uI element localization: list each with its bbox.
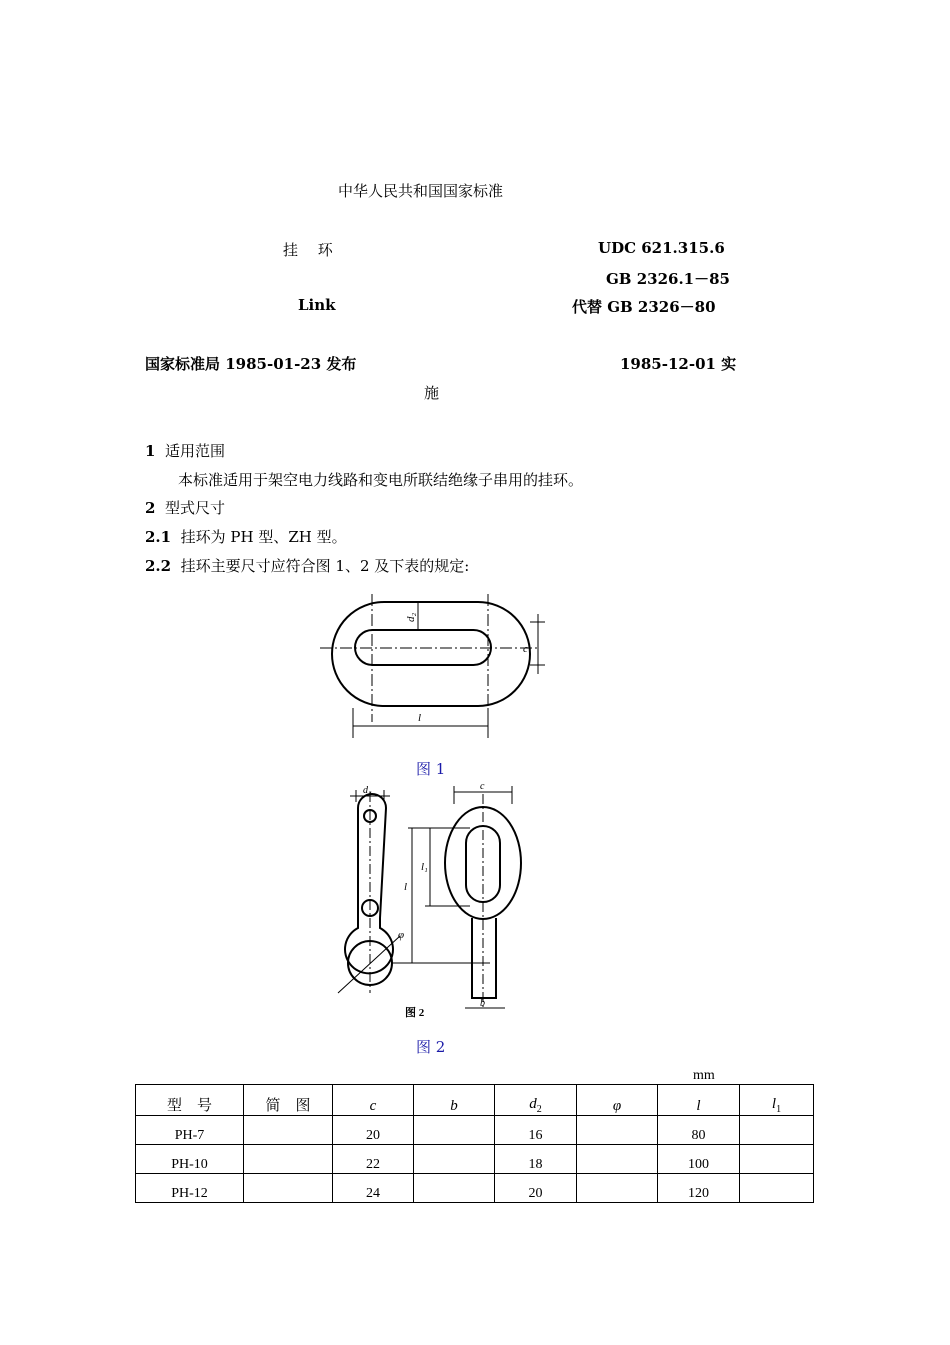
dimension-label-d2: d₂ [363,785,372,796]
cell-l: 100 [658,1145,740,1174]
header-d2: $d_2$ [495,1085,577,1116]
table-row [136,1116,814,1145]
cell-l: 120 [658,1174,740,1203]
section-text: 挂环主要尺寸应符合图 1、2 及下表的规定: [180,557,470,575]
table-unit: mm [693,1068,715,1083]
header-c: c [333,1085,414,1116]
dimension-label-phi: φ [398,929,405,941]
document-title-cn: 挂 环 [283,241,333,259]
cell-c: 22 [333,1145,414,1174]
header-model: 型 号 [136,1085,244,1116]
cell-l1 [740,1145,814,1174]
cell-phi [577,1174,658,1203]
dimension-label-b: b [480,998,485,1009]
section-1-text: 本标准适用于架空电力线路和变电所联结绝缘子串用的挂环。 [178,471,584,489]
cell-c: 24 [333,1174,414,1203]
section-title: 型式尺寸 [164,499,225,517]
section-2-1 [145,526,347,547]
link-outer-outline [332,602,530,706]
cell-d2: 16 [495,1116,577,1145]
cell-b [414,1116,495,1145]
table-row [136,1174,814,1203]
dimension-label-c: c [480,781,485,792]
header-sketch: 简 图 [244,1085,333,1116]
link-front-shank [472,918,496,998]
cell-c: 20 [333,1116,414,1145]
udc-number: UDC 621.315.6 [598,239,725,257]
header-l: l [658,1085,740,1116]
cell-model: PH-7 [136,1116,244,1145]
cell-phi [577,1116,658,1145]
section-1-heading [145,440,225,461]
cell-sketch [244,1145,333,1174]
figure-1-caption: 图 1 [416,760,446,778]
table-header-row [136,1085,814,1116]
figure-2-drawing [330,778,530,1028]
section-2-2 [145,555,469,576]
dimension-label-d2: d₂ [405,612,417,622]
cell-sketch [244,1116,333,1145]
cell-d2: 20 [495,1174,577,1203]
cell-d2: 18 [495,1145,577,1174]
dimension-label-c: c [523,643,528,655]
replaces-note: 代替 GB 2326－80 [572,298,716,316]
header-b: b [414,1085,495,1116]
header-phi: φ [577,1085,658,1116]
document-title-en: Link [298,296,336,314]
cell-b [414,1174,495,1203]
cell-b [414,1145,495,1174]
figure-2-inner-caption: 图 2 [405,1007,425,1019]
dimension-table [135,1084,814,1203]
cell-l: 80 [658,1116,740,1145]
document-org-title: 中华人民共和国国家标准 [338,182,504,200]
header-l1: $l_1$ [740,1085,814,1116]
section-2-heading [145,497,225,518]
section-number: 2.2 [145,557,172,575]
section-text: 挂环为 PH 型、ZH 型。 [180,528,347,546]
section-number: 1 [145,442,156,460]
section-title: 适用范围 [164,442,225,460]
section-number: 2 [145,499,156,517]
dimension-label-l: l [404,881,408,893]
cell-phi [577,1145,658,1174]
cell-l1 [740,1116,814,1145]
dimension-label-l: l [418,712,422,724]
table-row [136,1145,814,1174]
figure-1-drawing [320,590,550,740]
gb-number: GB 2326.1－85 [606,270,730,288]
section-number: 2.1 [145,528,172,546]
cell-l1 [740,1174,814,1203]
issue-date: 国家标准局 1985-01-23 发布 [145,355,357,373]
effective-date: 1985-12-01 实 [620,355,737,373]
cell-model: PH-12 [136,1174,244,1203]
cell-sketch [244,1174,333,1203]
figure-2-caption: 图 2 [416,1038,446,1056]
effective-date-wrap: 施 [424,384,440,402]
dimension-label-l1: l₁ [421,861,428,873]
cell-model: PH-10 [136,1145,244,1174]
